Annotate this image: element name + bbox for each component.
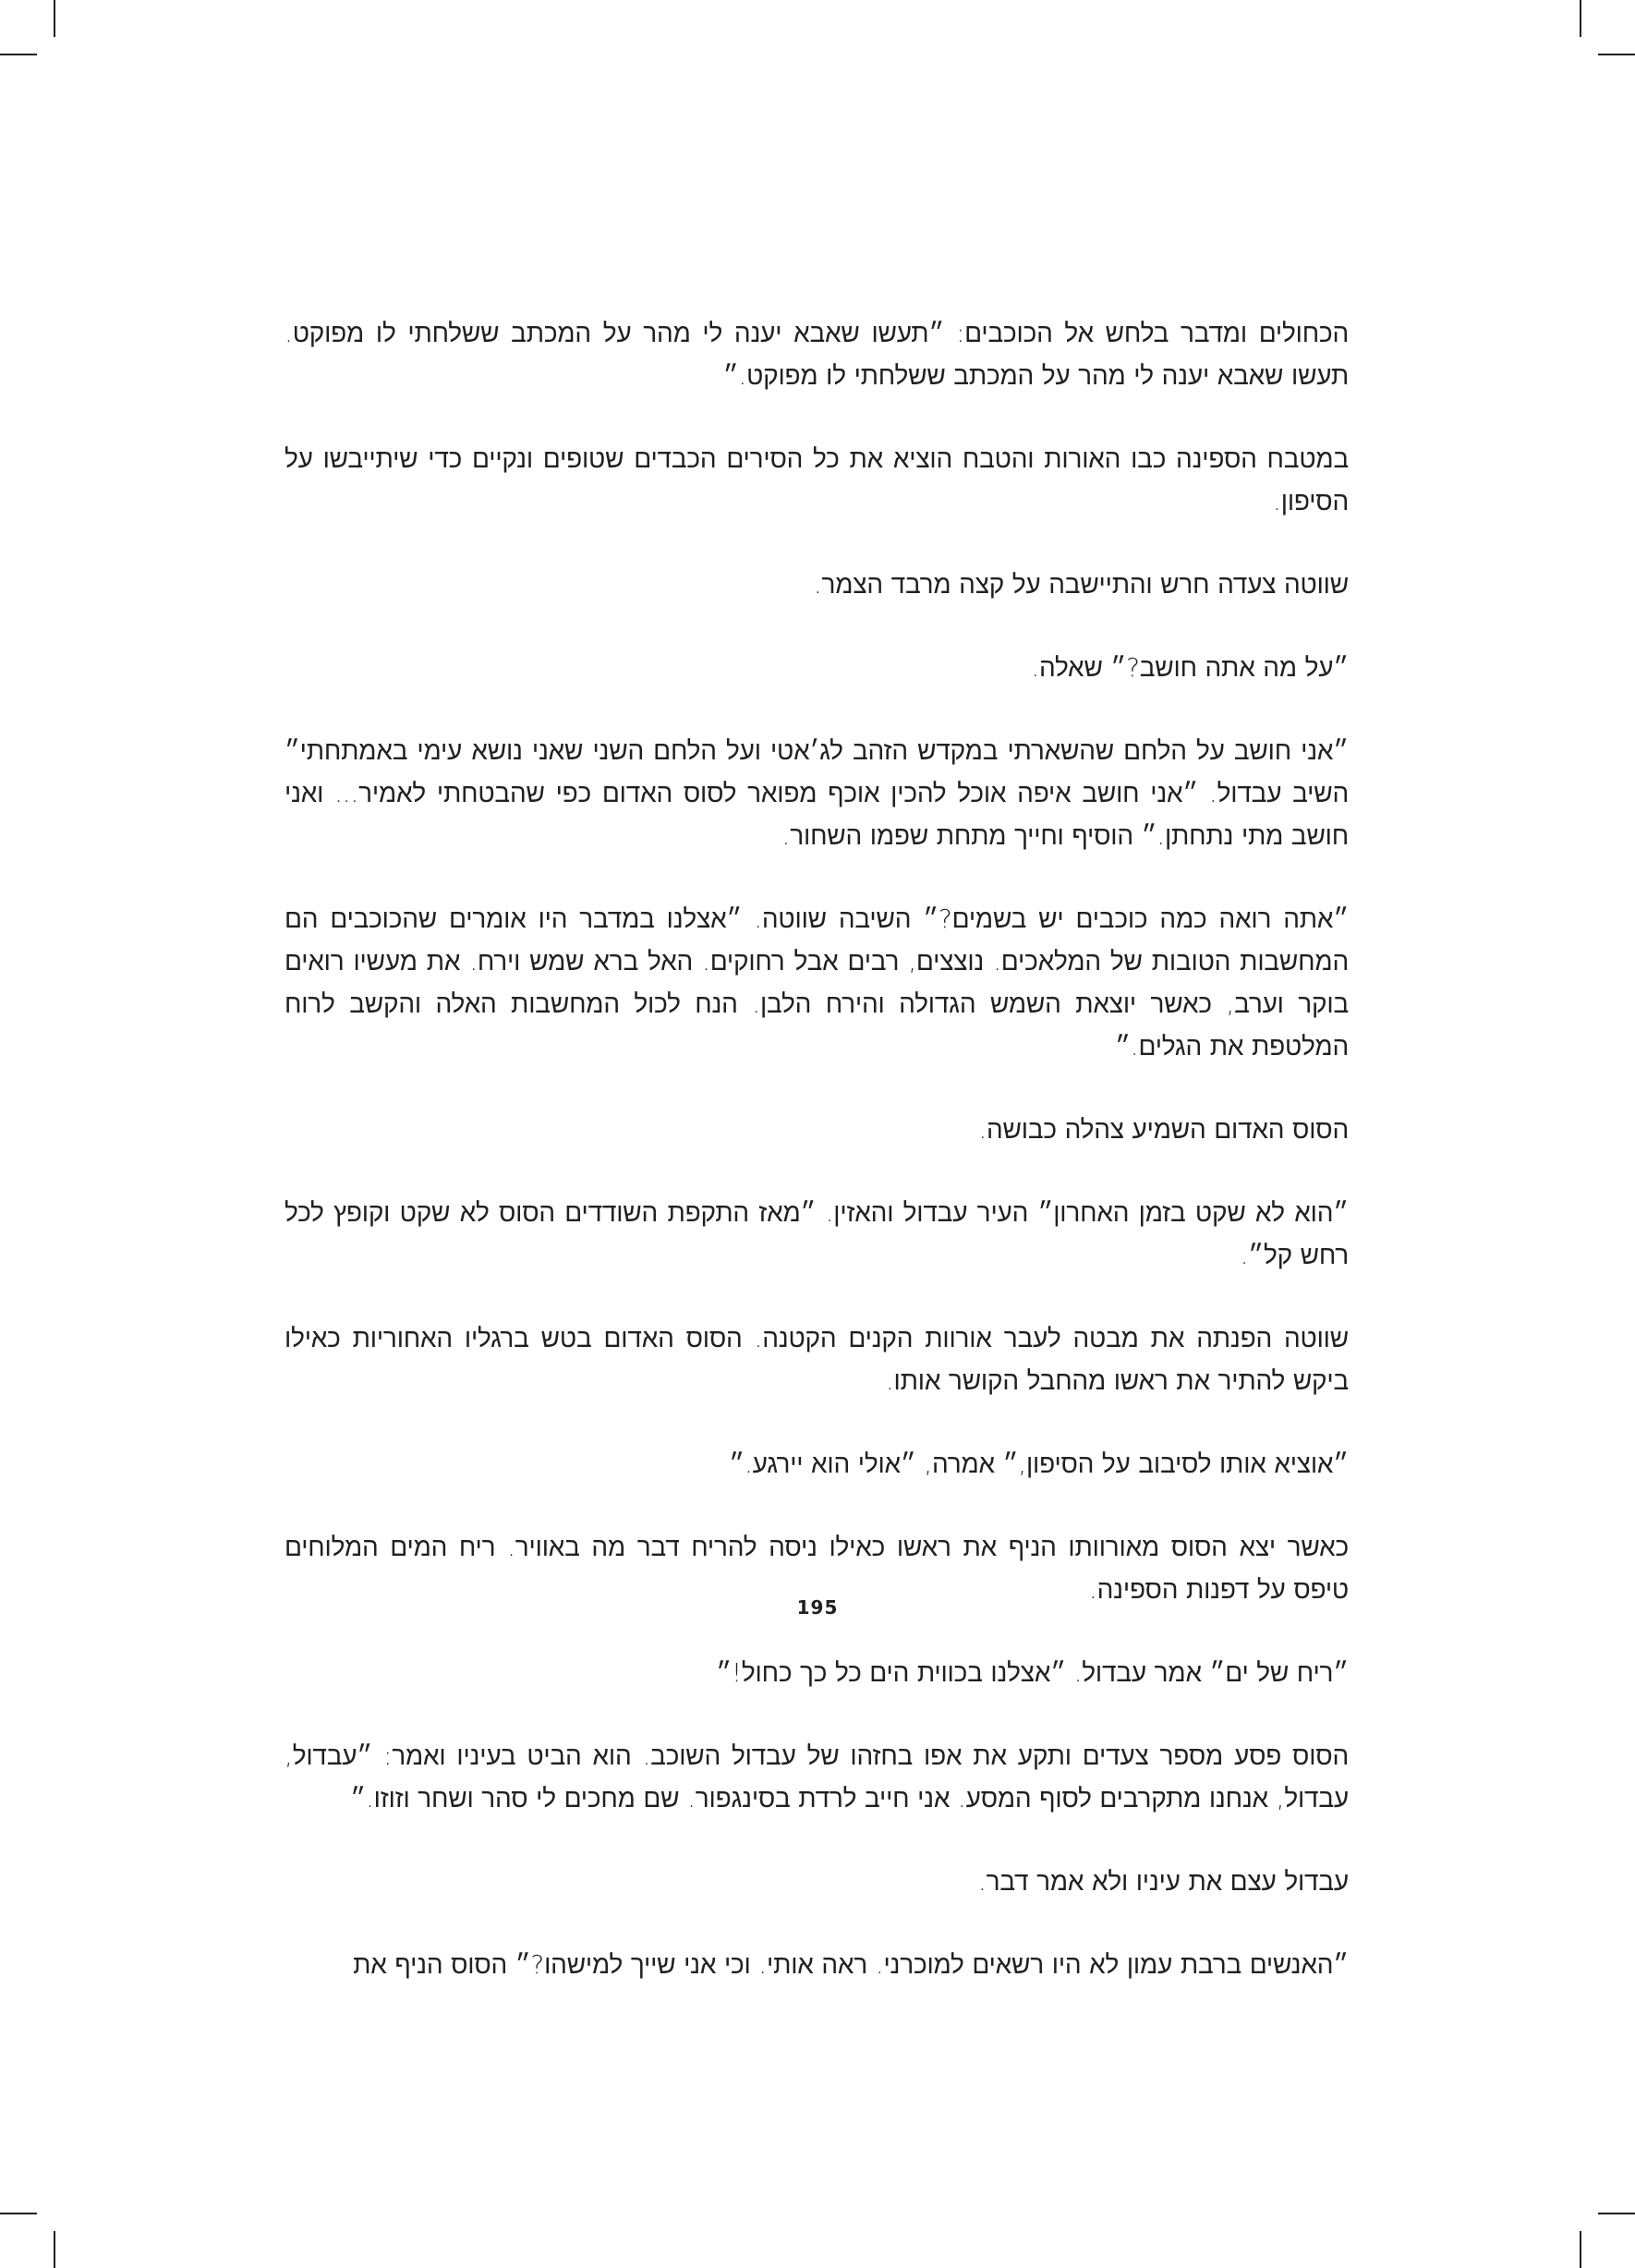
- paragraph: הסוס האדום השמיע צהלה כבושה.: [978, 1114, 1349, 1145]
- paragraph: כאשר יצא הסוס מאורוותו הניף את ראשו כאילו ניסה להריח דבר מה באוויר. ריח המים המלוחים טיפס על דפנות הספינה.: [285, 1532, 1349, 1605]
- paragraph: שווטה הפנתה את מבטה לעבר אורוות הקנים הקטנה. הסוס האדום בטש ברגליו האחוריות כאילו ביקש להתיר את ראשו מהחבל הקושר אותו.: [285, 1323, 1349, 1396]
- crop-mark-bottom-right-horizontal: [1598, 2213, 1635, 2214]
- crop-mark-bottom-left-horizontal: [0, 2213, 37, 2214]
- page-number: 195: [796, 1596, 839, 1619]
- paragraph: עבדול עצם את עיניו ולא אמר דבר.: [977, 1866, 1349, 1897]
- crop-mark-top-left-vertical: [54, 0, 55, 37]
- body-text: [285, 312, 1349, 1986]
- crop-mark-top-left-horizontal: [0, 54, 37, 55]
- paragraph: ״אתה רואה כמה כוכבים יש בשמים?״ השיבה שווטה. ״אצלנו במדבר היו אומרים שהכוכבים הם המחשבות הטובות של המלאכים. נוצצים, רבים אבל רחוקים. האל ברא שמש וירח. את מעשיו רואים בוקר וערב, כאשר יוצאת השמש הגדולה והירח הלבן. הנח לכול המחשבות האלה והקשב לרוח המלטפת את הגלים.״: [285, 904, 1349, 1061]
- crop-mark-bottom-right-vertical: [1580, 2231, 1581, 2268]
- paragraph: ״אני חושב על הלחם שהשארתי במקדש הזהב לג׳אטי ועל הלחם השני שאני נושא עימי באמתחתי״ השיב עבדול. ״אני חושב איפה אוכל להכין אוכף מפואר לסוס האדום כפי שהבטחתי לאמיר... ואני חושב מתי נתחתן.״ הוסיף וחייך מתחת שפמו השחור.: [285, 735, 1349, 851]
- paragraph: במטבח הספינה כבו האורות והטבח הוציא את כל הסירים הכבדים שטופים ונקיים כדי שיתייבשו על הסיפון.: [285, 443, 1349, 516]
- paragraph: שווטה צעדה חרש והתיישבה על קצה מרבד הצמר.: [813, 569, 1349, 600]
- paragraph: ״אוציא אותו לסיבוב על הסיפון,״ אמרה, ״אולי הוא יירגע.״: [729, 1449, 1349, 1479]
- crop-mark-top-right-vertical: [1580, 0, 1581, 37]
- paragraph: ״האנשים ברבת עמון לא היו רשאים למוכרני. ראה אותי. וכי אני שייך למישהו?״ הסוס הניף את: [353, 1949, 1349, 1980]
- paragraph: ״ריח של ים״ אמר עבדול. ״אצלנו בכווית הים כל כך כחול!״: [716, 1657, 1349, 1688]
- paragraph: ״על מה אתה חושב?״ שאלה.: [1031, 652, 1349, 683]
- paragraph: הסוס פסע מספר צעדים ותקע את אפו בחזהו של עבדול השוכב. הוא הביט בעיניו ואמר: ״עבדול, עבדול, אנחנו מתקרבים לסוף המסע. אני חייב לרדת בסינגפור. שם מחכים לי סהר ושחר וזוזו.״: [285, 1740, 1349, 1813]
- paragraph: ״הוא לא שקט בזמן האחרון״ העיר עבדול והאזין. ״מאז התקפת השודדים הסוס לא שקט וקופץ לכל רחש קל״.: [285, 1197, 1349, 1270]
- paragraph: הכחולים ומדבר בלחש אל הכוכבים: ״תעשו שאבא יענה לי מהר על המכתב ששלחתי לו מפוקט. תעשו שאבא יענה לי מהר על המכתב ששלחתי לו מפוקט.״: [285, 318, 1349, 391]
- crop-mark-bottom-left-vertical: [54, 2231, 55, 2268]
- crop-mark-top-right-horizontal: [1598, 54, 1635, 55]
